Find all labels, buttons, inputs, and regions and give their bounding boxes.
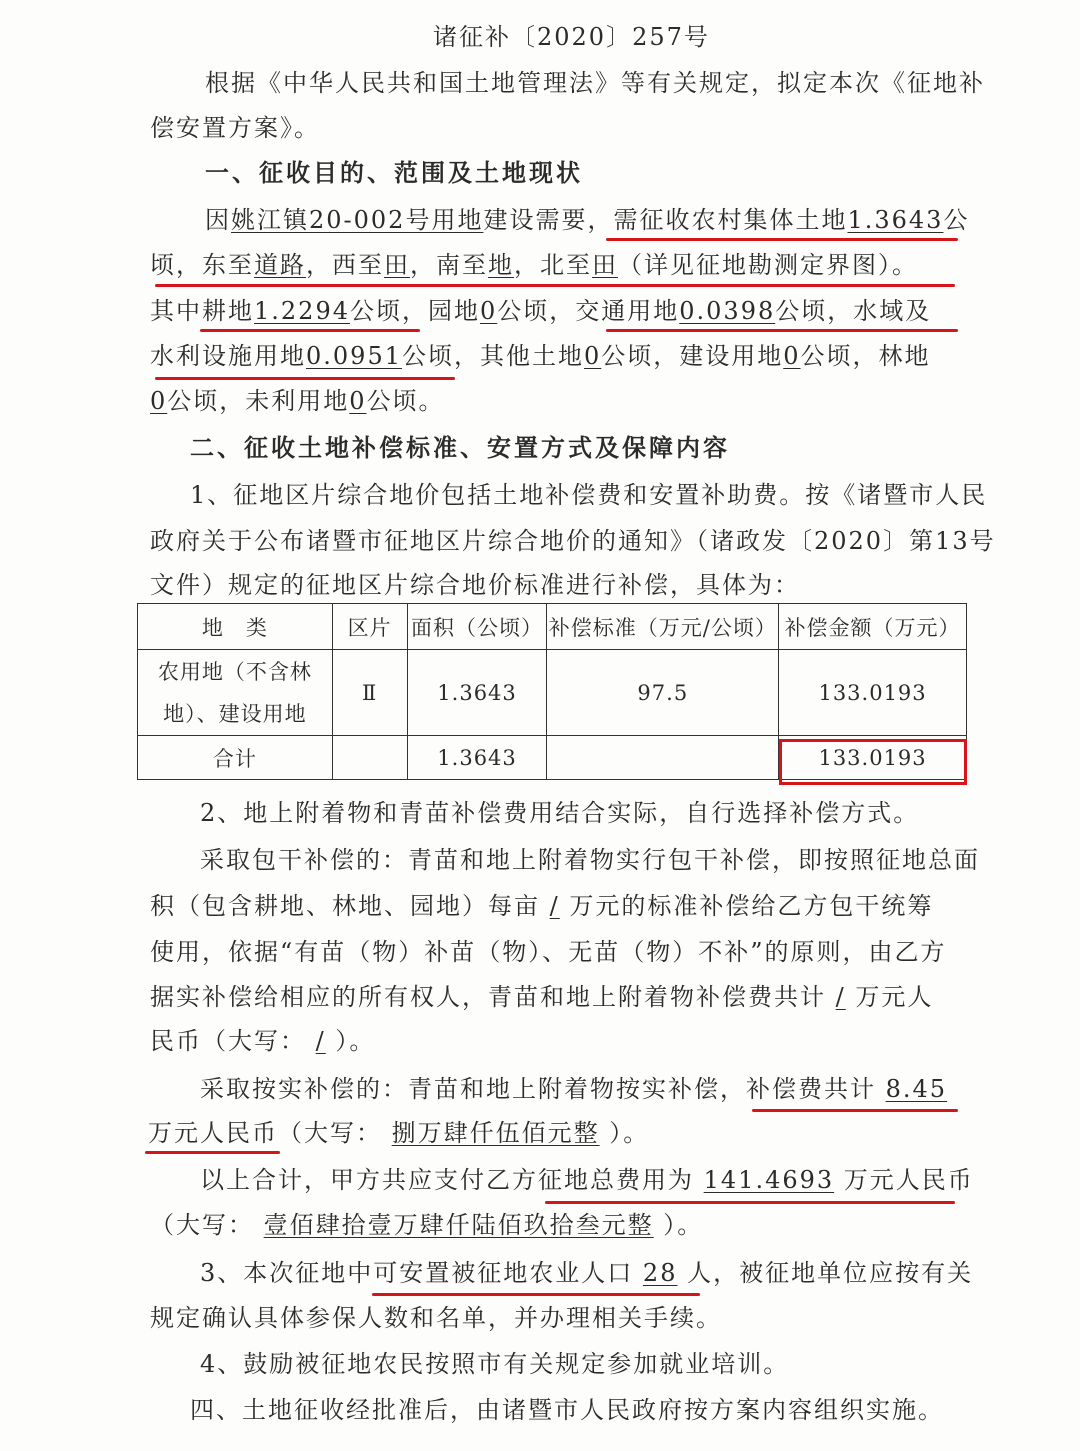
total-fee-amount: 141.4693 bbox=[703, 1166, 835, 1194]
transport-area: 0.0398 bbox=[679, 297, 776, 325]
section-1-heading: 一、征收目的、范围及土地现状 bbox=[205, 158, 583, 187]
lump-line-3: 使用，依据“有苗（物）补苗（物）、无苗（物）不补”的原则，由乙方 bbox=[150, 938, 947, 966]
table-header: 地 类 bbox=[138, 604, 333, 650]
table-cell-total-label: 合计 bbox=[138, 736, 333, 780]
item2-line-1: 2、地上附着物和青苗补偿费用结合实际，自行选择补偿方式。 bbox=[200, 799, 920, 827]
arable-area: 1.2294 bbox=[254, 297, 350, 325]
land-scope-line-2: 顷，东至道路，西至田，南至地，北至田（详见征地勘测定界图）。 bbox=[150, 251, 918, 279]
lump-line-4: 据实补偿给相应的所有权人，青苗和地上附着物补偿费共计 / 万元人 bbox=[150, 983, 934, 1011]
highlight-underline bbox=[200, 329, 420, 332]
lump-line-2: 积（包含耕地、林地、园地）每亩 / 万元的标准补偿给乙方包干统筹 bbox=[150, 892, 934, 920]
plot-name: 姚江镇20-002号用地 bbox=[231, 206, 484, 234]
intro-line-1: 根据《中华人民共和国土地管理法》等有关规定，拟定本次《征地补 bbox=[205, 69, 985, 97]
highlight-underline bbox=[545, 1201, 955, 1204]
lump-line-5: 民币（大写： / ）。 bbox=[150, 1027, 376, 1055]
highlight-underline bbox=[606, 238, 958, 241]
item4-line: 4、鼓励被征地农民按照市有关规定参加就业培训。 bbox=[200, 1350, 790, 1378]
section-4-line: 四、土地征收经批准后，由诸暨市人民政府按方案内容组织实施。 bbox=[190, 1396, 944, 1424]
actual-line-2: 万元人民币（大写： 捌万肆仟伍佰元整 ）。 bbox=[148, 1119, 650, 1147]
table-cell-standard: 97.5 bbox=[547, 650, 779, 736]
item1-line-1: 1、征地区片综合地价包括土地补偿费和安置补助费。按《诸暨市人民 bbox=[190, 481, 988, 509]
item1-line-2: 政府关于公布诸暨市征地区片综合地价的通知》（诸政发〔2020〕第13号 bbox=[150, 527, 996, 555]
land-scope-line-4: 水利设施用地0.0951公顷，其他土地0公顷，建设用地0公顷，林地 bbox=[150, 342, 931, 370]
land-scope-line-3: 其中耕地1.2294公顷，园地0公顷，交通用地0.0398公顷，水域及 bbox=[150, 297, 932, 325]
item1-line-3: 文件）规定的征地区片综合地价标准进行补偿，具体为： bbox=[150, 571, 800, 599]
table-cell-total-area: 1.3643 bbox=[407, 736, 547, 780]
table-row bbox=[138, 650, 967, 736]
document-number: 诸征补〔2020〕257号 bbox=[433, 23, 710, 51]
table-cell-area: 1.3643 bbox=[407, 650, 547, 736]
item3-line-2: 规定确认具体参保人数和名单，并办理相关手续。 bbox=[150, 1304, 722, 1332]
table-header: 面积（公顷） bbox=[407, 604, 547, 650]
actual-line-1: 采取按实补偿的：青苗和地上附着物按实补偿，补偿费共计 8.45 bbox=[200, 1075, 948, 1103]
highlight-underline bbox=[155, 377, 455, 380]
table-cell-empty bbox=[332, 736, 407, 780]
table-header-row bbox=[138, 604, 967, 650]
highlight-underline bbox=[155, 284, 955, 287]
highlight-underline bbox=[145, 1151, 280, 1154]
table-cell-amount: 133.0193 bbox=[779, 650, 967, 736]
table-header: 补偿金额（万元） bbox=[779, 604, 967, 650]
sum-line-2: （大写： 壹佰肆拾壹万肆仟陆佰玖拾叁元整 ）。 bbox=[150, 1211, 704, 1239]
highlight-underline bbox=[752, 1109, 958, 1112]
table-cell-total-amount: 133.0193 bbox=[779, 736, 967, 780]
actual-compensation-amount: 8.45 bbox=[885, 1075, 948, 1103]
table-header: 补偿标准（万元/公顷） bbox=[547, 604, 779, 650]
intro-line-2: 偿安置方案》。 bbox=[150, 114, 320, 142]
water-area: 0.0951 bbox=[306, 342, 402, 370]
resettlement-people: 28 bbox=[642, 1259, 678, 1287]
table-cell-land-type: 农用地（不含林 地）、建设用地 bbox=[138, 650, 333, 736]
table-cell-empty bbox=[547, 736, 779, 780]
land-scope-line-5: 0公顷，未利用地0公顷。 bbox=[150, 387, 445, 415]
highlight-underline bbox=[372, 1293, 700, 1296]
lump-line-1: 采取包干补偿的：青苗和地上附着物实行包干补偿，即按照征地总面 bbox=[200, 846, 980, 874]
highlight-box bbox=[779, 739, 967, 785]
table-header: 区片 bbox=[332, 604, 407, 650]
table-cell-zone: Ⅱ bbox=[332, 650, 407, 736]
item3-line-1: 3、本次征地中可安置被征地农业人口 28 人，被征地单位应按有关 bbox=[200, 1259, 974, 1287]
total-area: 1.3643 bbox=[847, 206, 944, 234]
section-2-heading: 二、征收土地补偿标准、安置方式及保障内容 bbox=[190, 433, 730, 462]
highlight-underline bbox=[606, 329, 958, 332]
sum-line-1: 以上合计，甲方共应支付乙方征地总费用为 141.4693 万元人民币 bbox=[200, 1166, 974, 1194]
land-scope-line-1: 因姚江镇20-002号用地建设需要，需征收农村集体土地1.3643公 bbox=[205, 206, 970, 234]
